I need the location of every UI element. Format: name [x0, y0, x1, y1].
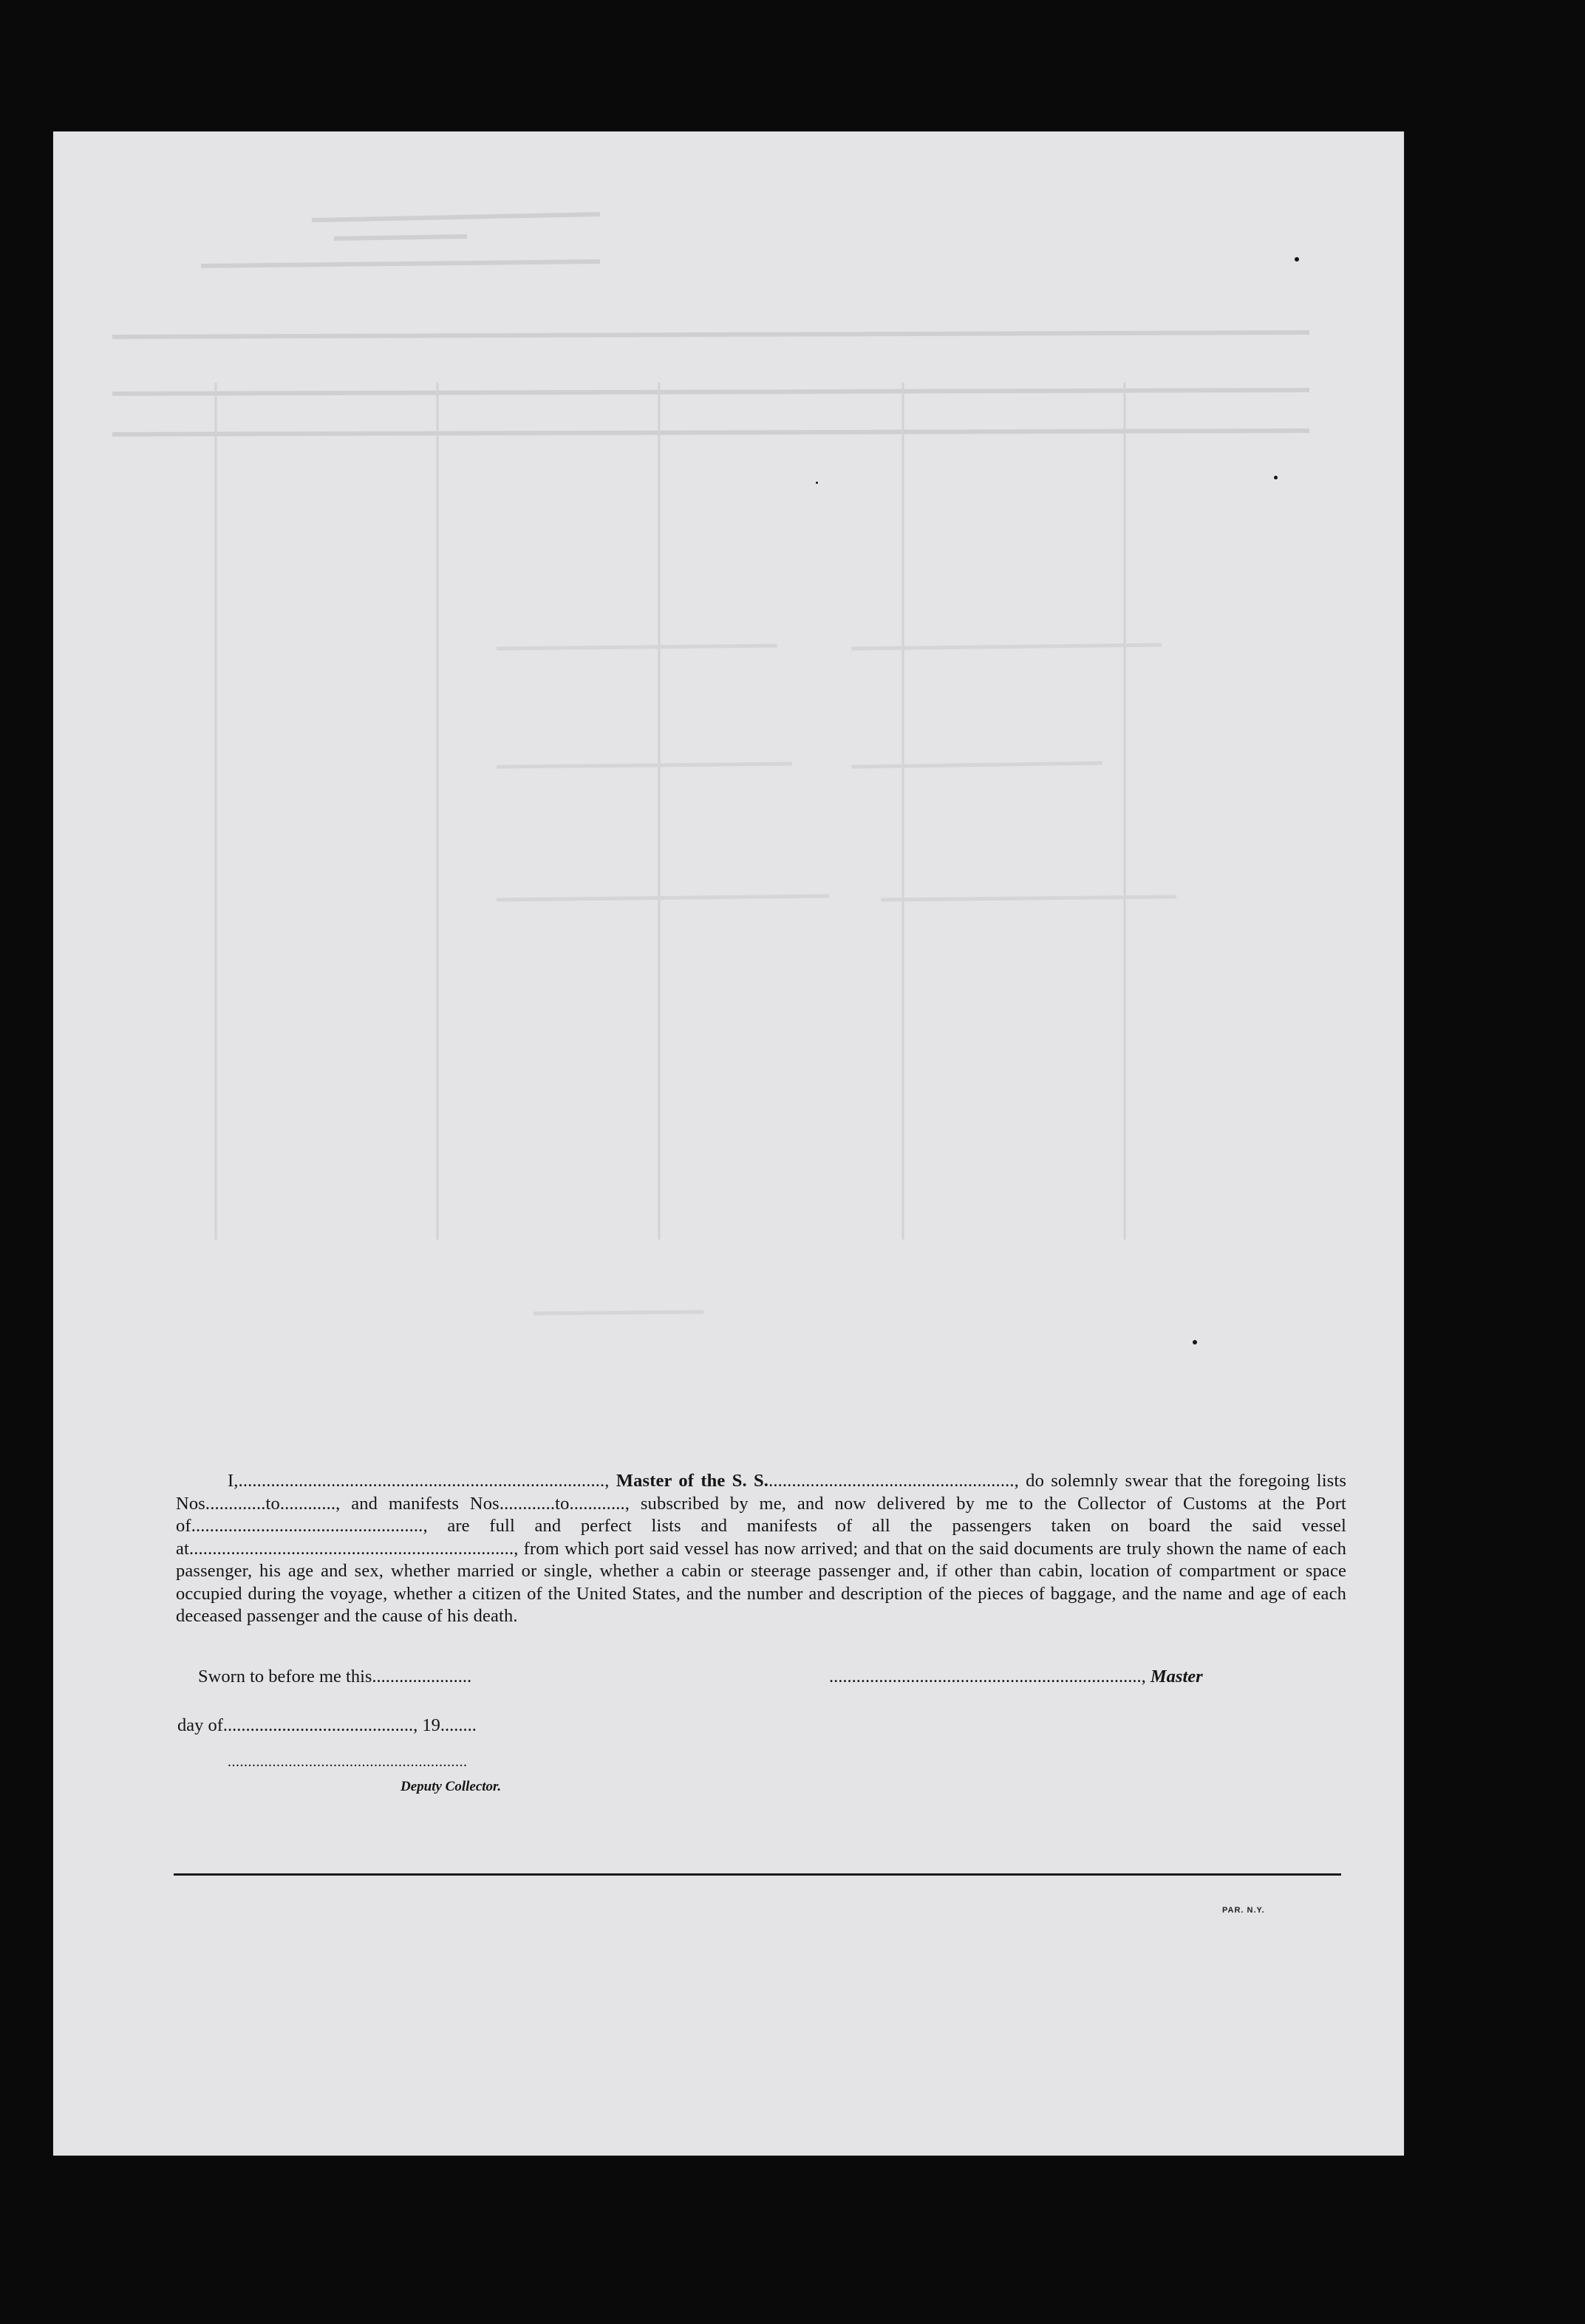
- deputy-collector-label: Deputy Collector.: [400, 1779, 502, 1794]
- scan-speck: [1193, 1340, 1197, 1344]
- sworn-before-line: Sworn to before me this......................: [198, 1667, 472, 1686]
- scan-speck: [1274, 476, 1278, 479]
- footer-rule: [174, 1873, 1341, 1876]
- deputy-signature-dots: ...........................................................: [228, 1754, 468, 1770]
- scan-speck: [1295, 257, 1299, 262]
- scan-speck: [816, 482, 818, 484]
- day-of-line: day of.........................................., 19........: [177, 1715, 477, 1735]
- master-oath-paragraph: [176, 1470, 1346, 1628]
- bleed-through-texture: [53, 131, 1404, 2156]
- master-signature-label: Master: [1150, 1667, 1203, 1686]
- master-of-ss-label: Master of the S. S.: [616, 1471, 769, 1491]
- oath-body: ....................................................., do solemnly swear that the foregoing lists Nos.............to............, and manifests Nos............to............, subscribed by me, and now delivered by me to the Collector of Customs at the Port of.................................................., are full and perfect lists and manifests of all the passengers taken on board the said vessel at......................................................................, from which port said vessel has now arrived; and that on the said documents are truly shown the name of each passenger, his age and sex, whether married or single, whether a cabin or steerage passenger and, if other than cabin, location of compartment or space occupied during the voyage, whether a citizen of the United States, and the number and description of the pieces of baggage, and the name and age of each deceased passenger and the cause of his death.: [176, 1471, 1347, 1626]
- paper-sheet: [53, 131, 1404, 2156]
- printer-imprint: PAR. N.Y.: [1222, 1906, 1265, 1915]
- master-signature-line: [829, 1667, 1203, 1687]
- oath-opening: I,...............................................................................,: [228, 1471, 616, 1491]
- master-signature-dots: .....................................................................,: [829, 1667, 1146, 1686]
